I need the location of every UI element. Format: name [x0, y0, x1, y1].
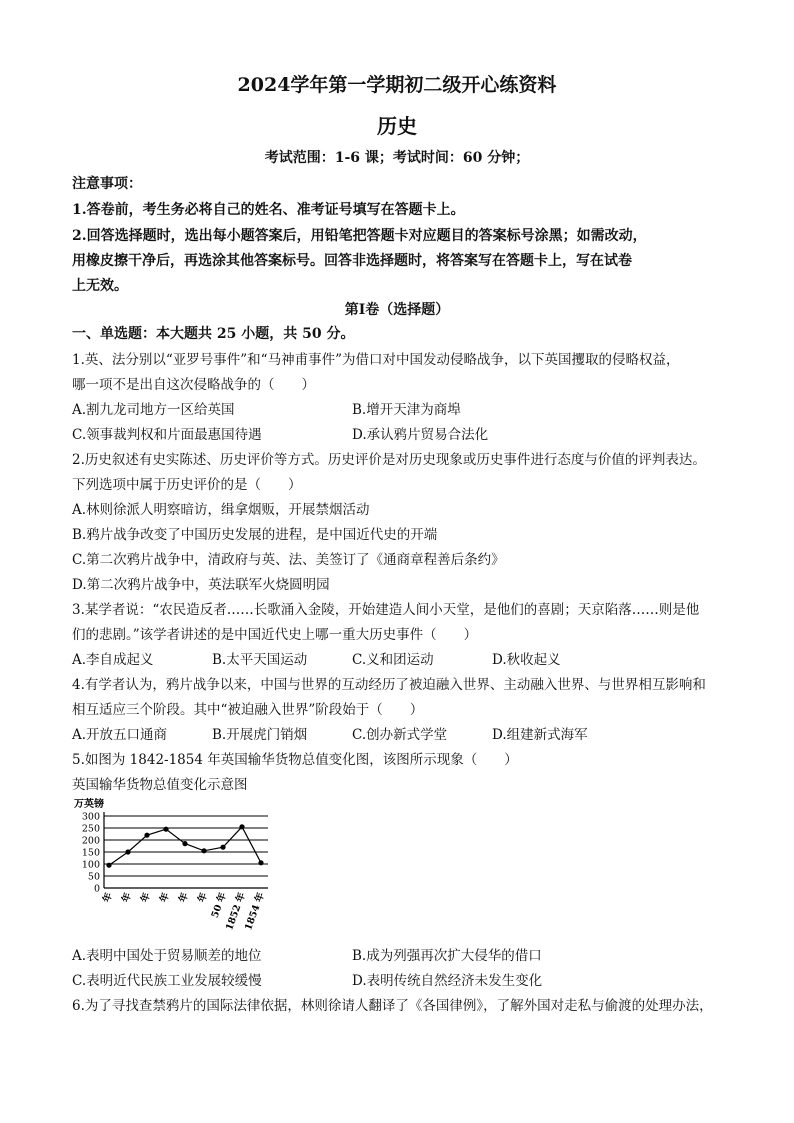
q2-option-a: A.林则徐派人明察暗访，缉拿烟贩，开展禁烟活动 — [72, 502, 370, 518]
chart-data-point — [239, 824, 244, 829]
chart-ytick-label: 50 — [87, 871, 100, 883]
q2-stem-line-1: 2.历史叙述有史实陈述、历史评价等方式。历史评价是对历史现象或历史事件进行态度与价值的评判表达。 — [72, 452, 706, 468]
subject-title: 历史 — [377, 114, 417, 138]
q5-stem-line-1: 5.如图为 1842-1854 年英国输华货物总值变化图，该图所示现象（ ） — [72, 752, 518, 768]
section-part-heading: 一、单选题：本大题共 25 小题，共 50 分。 — [72, 326, 355, 342]
q2-option-b: B.鸦片战争改变了中国历史发展的进程，是中国近代史的开端 — [72, 527, 438, 543]
exam-scope: 考试范围：1-6 课；考试时间：60 分钟； — [264, 150, 530, 166]
q4-option-d: D.组建新式海军 — [492, 727, 588, 743]
q5-option-a: A.表明中国处于贸易顺差的地位 — [72, 948, 262, 964]
trade-value-line-chart — [72, 796, 282, 946]
chart-ytick-label: 0 — [93, 883, 100, 895]
notes-item-1: 1.答卷前，考生务必将自己的姓名、准考证号填写在答题卡上。 — [72, 202, 465, 218]
chart-ytick-label: 300 — [81, 811, 100, 823]
chart-xtick-label: 年 — [196, 891, 210, 904]
q3-option-d: D.秋收起义 — [492, 652, 561, 668]
q4-option-b: B.开展虎门销烟 — [212, 727, 308, 743]
q5-option-d: D.表明传统自然经济未发生变化 — [352, 973, 543, 989]
chart-xtick-label: 1852 年 — [224, 891, 248, 932]
chart-data-point — [106, 863, 111, 868]
chart-data-point — [182, 841, 187, 846]
chart-data-point — [258, 860, 263, 865]
notes-heading: 注意事项： — [72, 176, 142, 192]
chart-data-point — [220, 845, 225, 850]
chart-ytick-label: 150 — [81, 847, 100, 859]
q1-stem-line-2: 哪一项不是出自这次侵略战争的（ ） — [72, 377, 315, 393]
q5-option-b: B.成为列强再次扩大侵华的借口 — [352, 948, 542, 964]
chart-xtick-label: 年 — [177, 891, 191, 904]
section-title: 第Ⅰ卷（选择题） — [344, 302, 450, 318]
q3-option-c: C.义和团运动 — [352, 652, 434, 668]
q6-stem-line-1: 6.为了寻找查禁鸦片的国际法律依据，林则徐请人翻译了《各国律例》，了解外国对走私与偷渡的处理办法， — [72, 998, 713, 1014]
chart-data-point — [125, 849, 130, 854]
q2-stem-line-2: 下列选项中属于历史评价的是（ ） — [72, 477, 302, 493]
q4-stem-line-2: 相互适应三个阶段。其中“被迫融入世界”阶段始于（ ） — [72, 702, 424, 718]
notes-item-2-line-2: 用橡皮擦干净后，再选涂其他答案标号。回答非选择题时，将答案写在答题卡上，写在试卷 — [72, 253, 632, 269]
q3-option-a: A.李自成起义 — [72, 652, 154, 668]
q3-stem-line-2: 们的悲剧。”该学者讲述的是中国近代史上哪一重大历史事件（ ） — [72, 627, 478, 643]
chart-xtick-label: 50 年 — [209, 891, 229, 920]
q4-option-c: C.创办新式学堂 — [352, 727, 448, 743]
chart-xtick-label: 年 — [139, 891, 153, 904]
chart-xtick-label: 年 — [120, 891, 134, 904]
q4-stem-line-1: 4.有学者认为，鸦片战争以来，中国与世界的互动经历了被迫融入世界、主动融入世界、与世界相互影响和 — [72, 677, 706, 693]
q5-chart-caption: 英国输华货物总值变化示意图 — [72, 777, 248, 793]
q1-option-b: B.增开天津为商埠 — [352, 402, 461, 418]
q2-option-c: C.第二次鸦片战争中，清政府与英、法、美签订了《通商章程善后条约》 — [72, 552, 505, 568]
chart-data-point — [201, 848, 206, 853]
chart-ytick-label: 100 — [81, 859, 100, 871]
q3-stem-line-1: 3.某学者说：“农民造反者……长歌涌入金陵，开始建造人间小天堂，是他们的喜剧；天京陷落……则是他 — [72, 602, 700, 618]
chart-xtick-label: 年 — [101, 891, 115, 904]
notes-item-2-line-1: 2.回答选择题时，选出每小题答案后，用铅笔把答题卡对应题目的答案标号涂黑；如需改动， — [72, 228, 647, 244]
chart-xtick-label: 1854 年 — [243, 891, 267, 932]
q2-option-d: D.第二次鸦片战争中，英法联军火烧圆明园 — [72, 577, 330, 593]
chart-ylabel: 万英镑 — [74, 799, 104, 810]
q1-option-a: A.割九龙司地方一区给英国 — [72, 402, 235, 418]
q1-option-d: D.承认鸦片贸易合法化 — [352, 427, 489, 443]
q5-option-c: C.表明近代民族工业发展较缓慢 — [72, 973, 262, 989]
chart-ytick-label: 250 — [81, 823, 100, 835]
chart-data-point — [144, 833, 149, 838]
q4-option-a: A.开放五口通商 — [72, 727, 168, 743]
chart-ytick-label: 200 — [81, 835, 100, 847]
chart-data-point — [163, 827, 168, 832]
q1-stem-line-1: 1.英、法分别以“亚罗号事件”和“马神甫事件”为借口对中国发动侵略战争，以下英国攫取的侵略权益， — [72, 352, 680, 368]
chart-xtick-label: 年 — [158, 891, 172, 904]
q3-option-b: B.太平天国运动 — [212, 652, 308, 668]
page-title: 2024学年第一学期初二级开心练资料 — [237, 74, 557, 96]
notes-item-2-line-3: 上无效。 — [72, 278, 128, 294]
q1-option-c: C.领事裁判权和片面最惠国待遇 — [72, 427, 262, 443]
